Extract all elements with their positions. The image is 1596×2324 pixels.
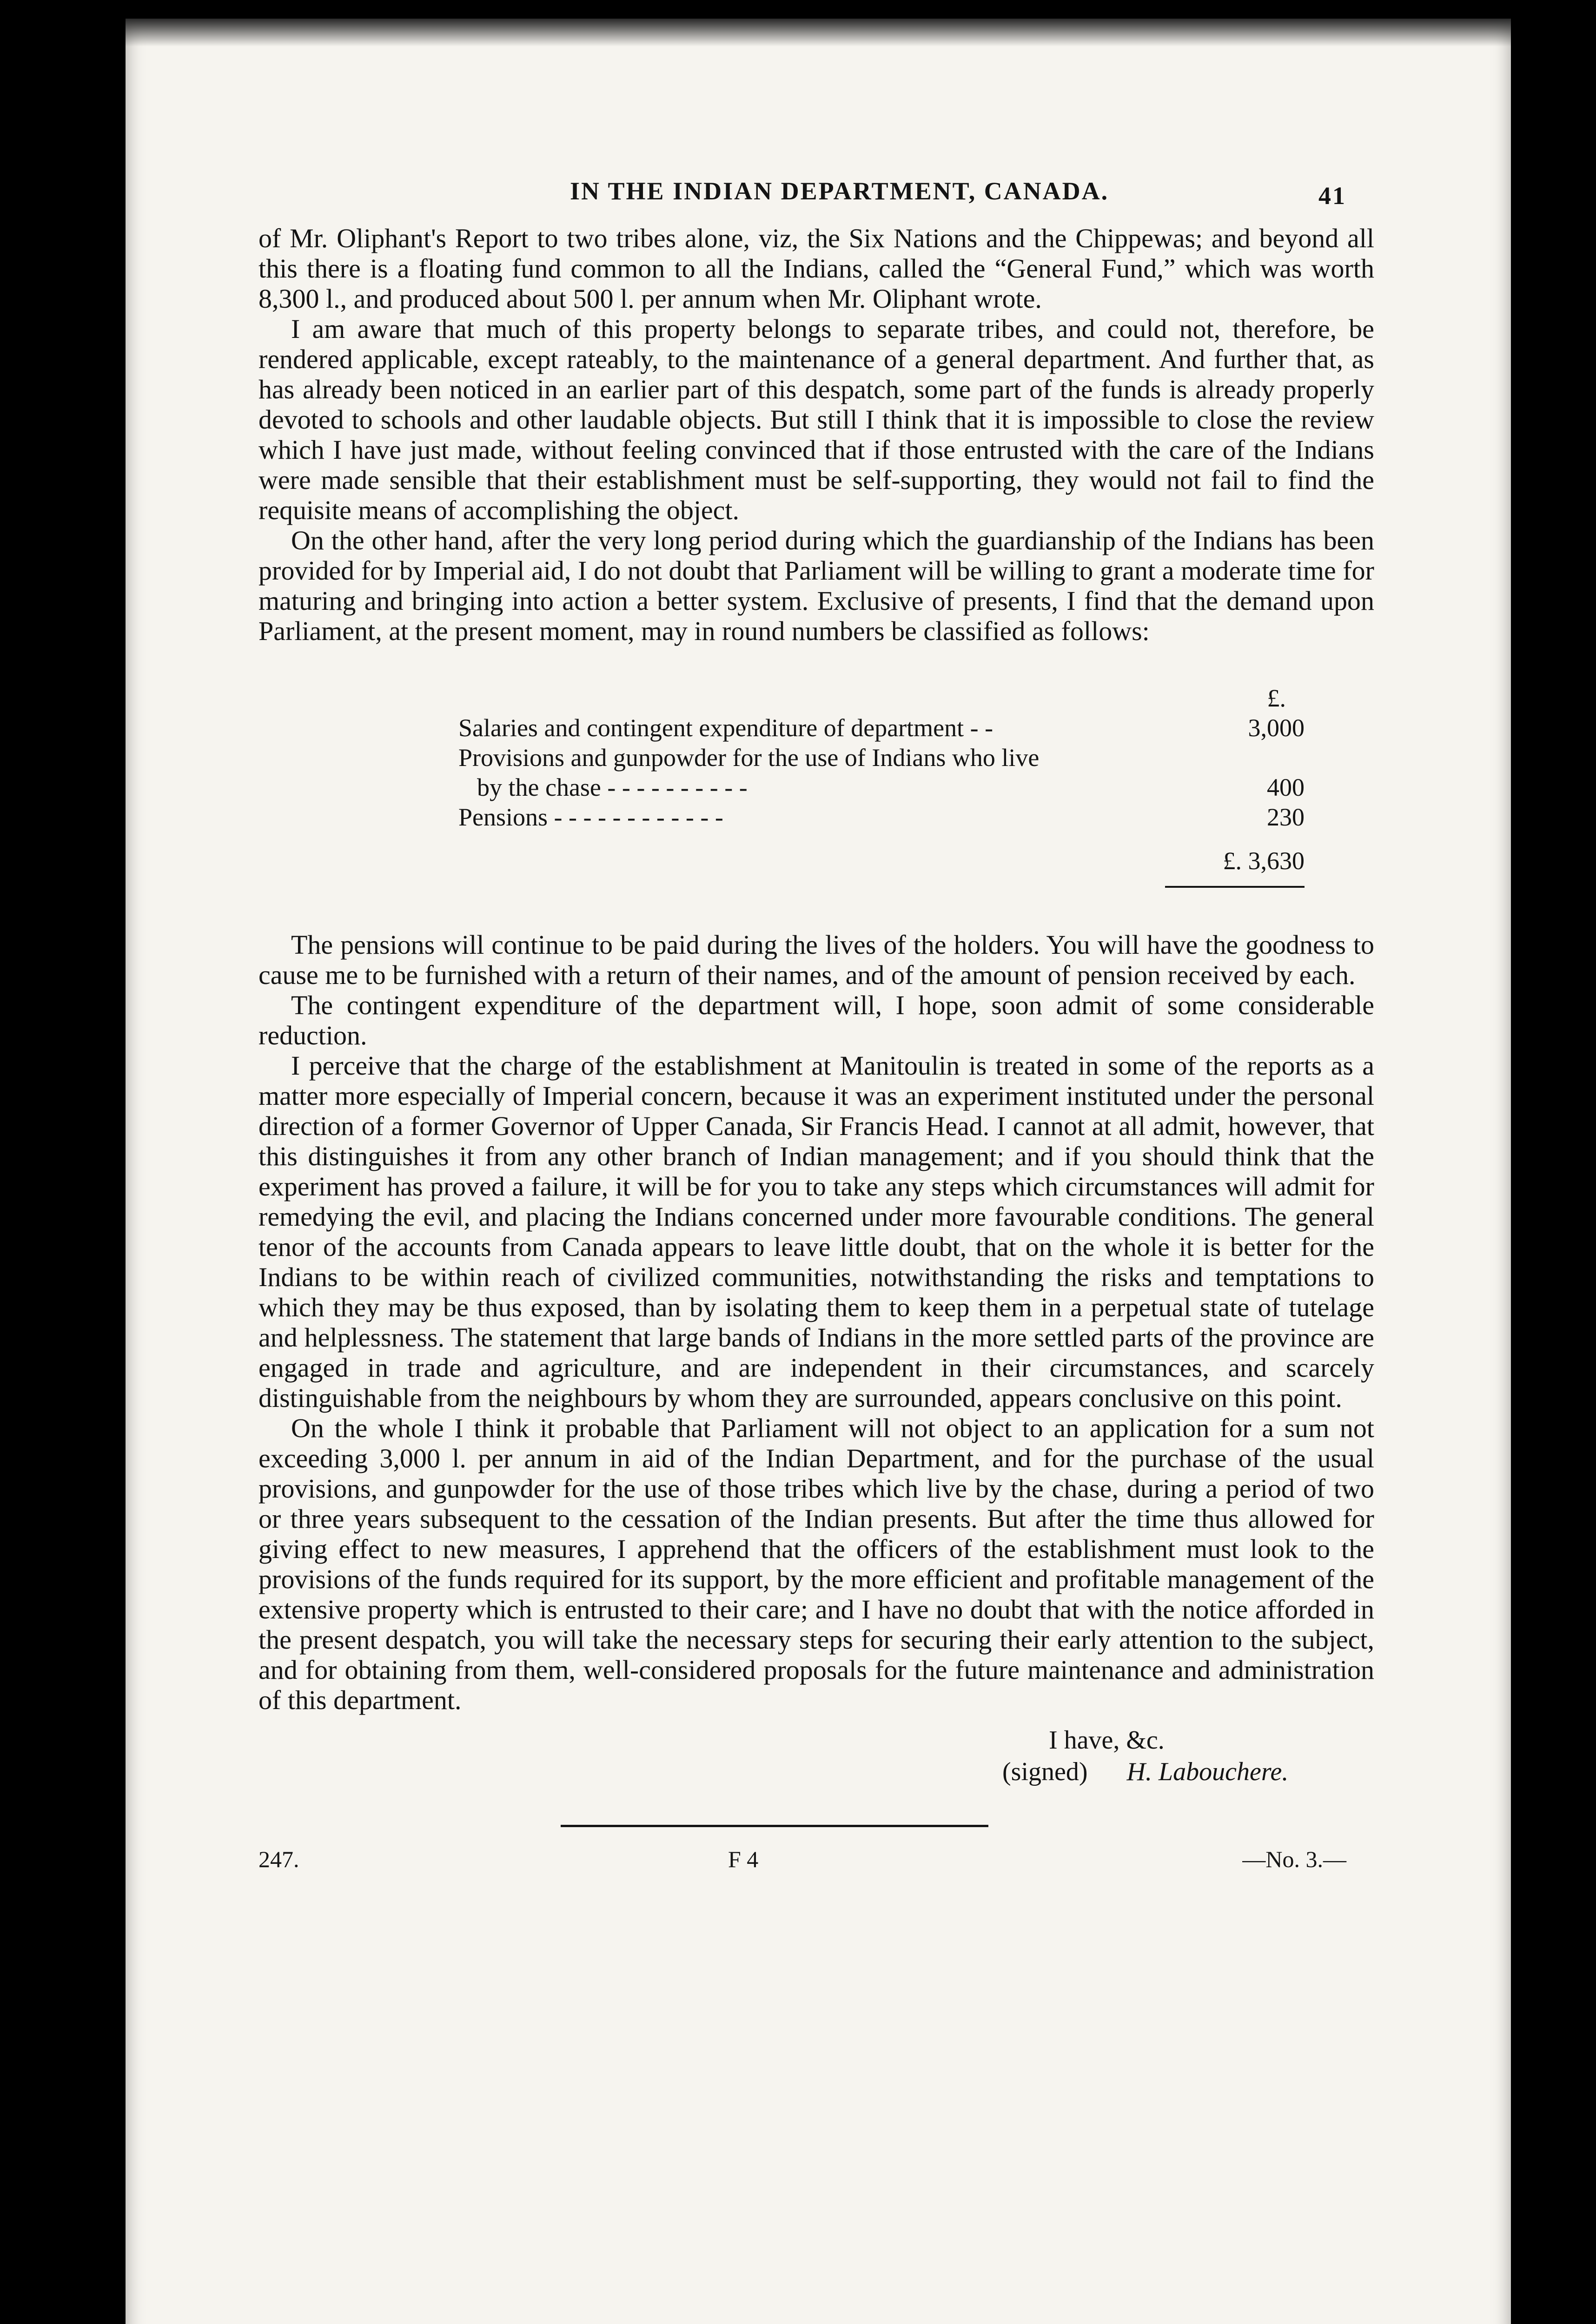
running-header (258, 167, 1374, 223)
row-label: Salaries and contingent expenditure of department - - (458, 714, 993, 742)
closing-line: I have, &c. (1049, 1726, 1165, 1755)
table-row (458, 802, 1305, 832)
document-page (126, 19, 1511, 2324)
expenditure-table (458, 683, 1305, 888)
currency-heading: £. (1267, 684, 1286, 712)
signature: H. Labouchere. (1126, 1757, 1289, 1786)
paragraph-parliament: On the other hand, after the very long period during which the guardianship of the Indians has been provided for by Imperial aid, I do not doubt that Parliament will be willing to grant a moderate time for maturing and bringing into action a better system. Exclusive of presents, I find that the demand upon Parliament, at the present moment, may in round numbers be classified as follows: (258, 525, 1374, 646)
row-amount: 230 (1267, 803, 1305, 831)
row-label: by the chase - - - - - - - - - - (477, 773, 748, 801)
footer-rule (561, 1825, 988, 1827)
signature-mark: F 4 (728, 1846, 759, 1872)
paragraph-pensions: The pensions will continue to be paid during the lives of the holders. You will have the goodness to cause me to be furnished with a return of their names, and of the amount of pension received by each. (258, 930, 1374, 990)
table-row (458, 772, 1305, 802)
catchword: —No. 3.— (1242, 1846, 1346, 1872)
footer-left: 247. (258, 1846, 299, 1872)
signed-label: (signed) (1002, 1757, 1088, 1786)
row-amount: 400 (1267, 773, 1305, 801)
page-footer (258, 1846, 1374, 1883)
signed-line (1002, 1756, 1374, 1788)
paragraph-property: I am aware that much of this property belongs to separate tribes, and could not, therefore, be rendered applicable, except rateably, to the maintenance of a general department. And further that, as has already been noticed in an earlier part of this despatch, some part of the funds is already properly devoted to schools and other laudable objects. But still I think that it is impossible to close the review which I have just made, without feeling convinced that if those entrusted with the care of the Indians were made sensible that their establishment must be self-supporting, they would not fail to find the requisite means of accomplishing the object. (258, 314, 1374, 525)
paragraph-continued: of Mr. Oliphant's Report to two tribes alone, viz, the Six Nations and the Chippewas; and beyond all this there is a floating fund common to all the Indians, called the “General Fund,” which was worth 8,300 l., and produced about 500 l. per annum when Mr. Oliphant wrote. (258, 223, 1374, 314)
row-amount: 3,000 (1248, 714, 1305, 742)
table-row (458, 743, 1305, 772)
running-title: IN THE INDIAN DEPARTMENT, CANADA. (570, 177, 1109, 205)
table-row (458, 713, 1305, 743)
row-label: Provisions and gunpowder for the use of Indians who live (458, 744, 1040, 772)
paragraph-conclusion: On the whole I think it probable that Parliament will not object to an application for a sum not exceeding 3,000 l. per annum in aid of the Indian Department, and for the purchase of the usual provisions, and gunpowder for the use of those tribes which live by the chase, during a period of two or three years subsequent to the cessation of the Indian presents. But after the time thus allowed for giving effect to new measures, I apprehend that the officers of the establishment must look to the provisions of the funds required for its support, by the more efficient and profitable management of the extensive property which is entrusted to their care; and I have no doubt that with the notice afforded in the present despatch, you will take the necessary steps for securing their early attention to the subject, and for obtaining from them, well-considered proposals for the future maintenance and administration of this department. (258, 1413, 1374, 1715)
signoff-block (1002, 1724, 1374, 1788)
page-content (258, 167, 1374, 1883)
paragraph-contingent: The contingent expenditure of the department will, I hope, soon admit of some considerable reduction. (258, 990, 1374, 1050)
section-gap (258, 888, 1374, 930)
table-total: £. 3,630 (1223, 847, 1305, 875)
paragraph-manitoulin: I perceive that the charge of the establishment at Manitoulin is treated in some of the reports as a matter more especially of Imperial concern, because it was an experiment instituted under the personal direction of a former Governor of Upper Canada, Sir Francis Head. I cannot at all admit, however, that this distinguishes it from any other branch of Indian management; and if you should think that the experiment has proved a failure, it will be for you to take any steps which circumstances will admit for remedying the evil, and placing the Indians concerned under more favourable conditions. The general tenor of the accounts from Canada appears to leave little doubt, that on the whole it is better for the Indians to be within reach of civilized communities, notwithstanding the risks and temptations to which they may be thus exposed, than by isolating them to keep them in a perpetual state of tutelage and helplessness. The statement that large bands of Indians in the more settled parts of the province are engaged in trade and agriculture, and are independent in their circumstances, and scarcely distinguishable from the neighbours by whom they are surrounded, appears conclusive on this point. (258, 1050, 1374, 1413)
row-label: Pensions - - - - - - - - - - - - (458, 803, 723, 831)
page-number: 41 (1318, 182, 1346, 210)
scan-edge-top (126, 19, 1511, 46)
